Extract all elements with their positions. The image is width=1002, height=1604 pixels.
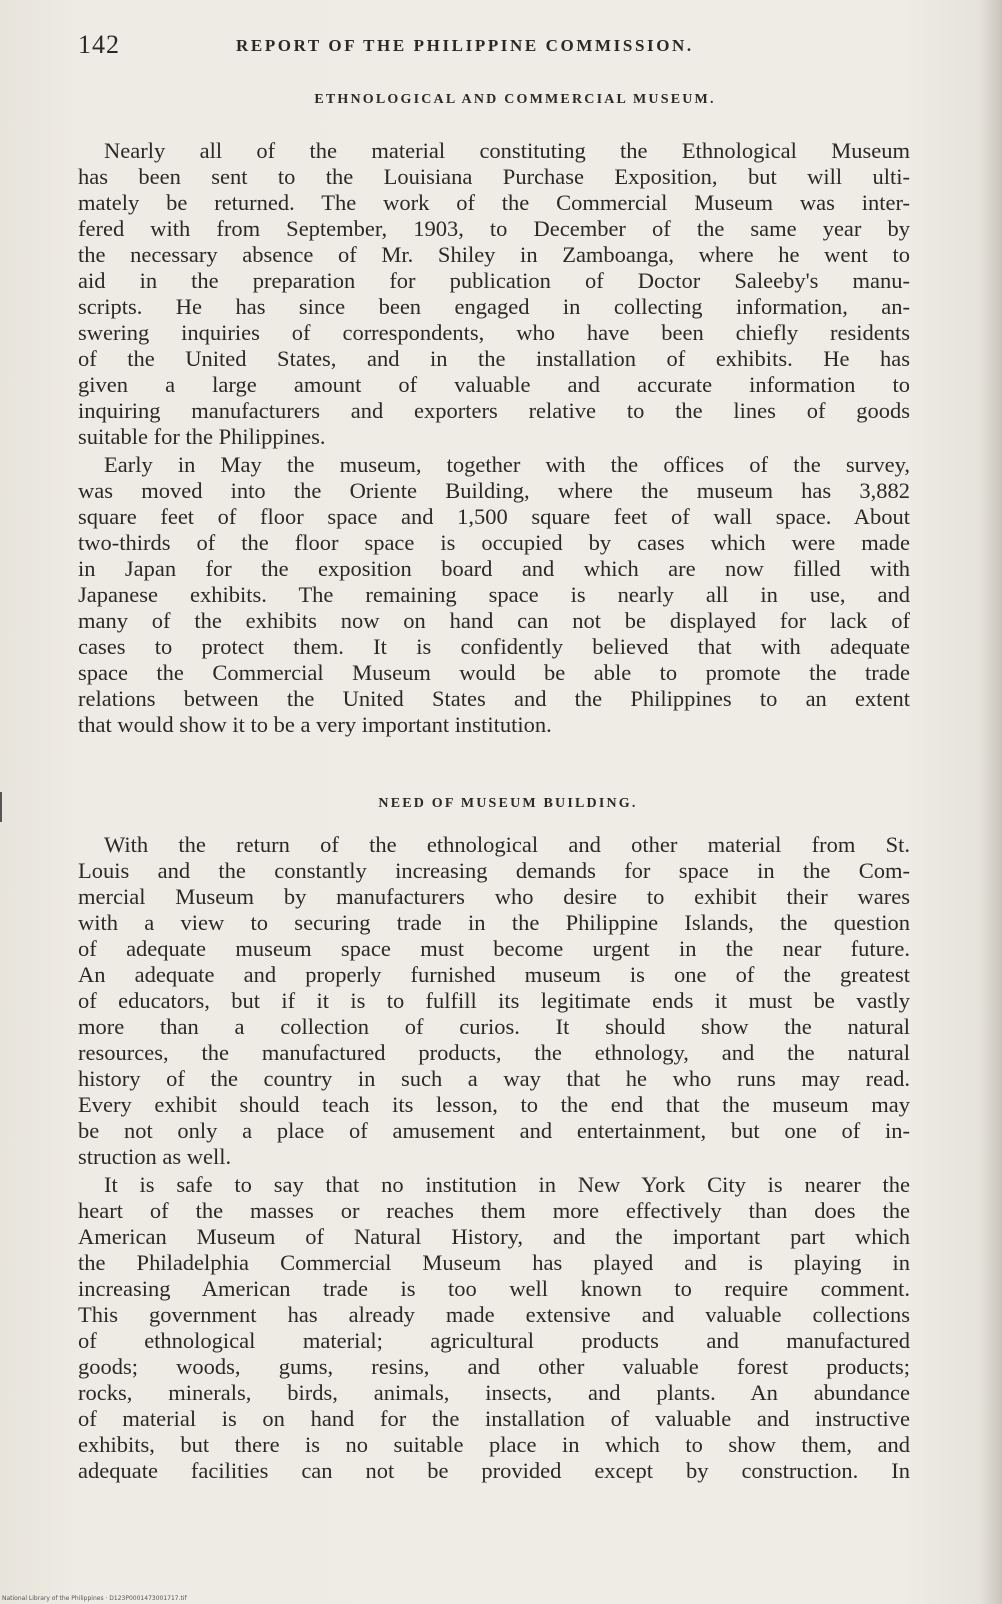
text-line: was moved into the Oriente Building, where the museum has 3,882 (78, 478, 910, 503)
text-line: struction as well. (78, 1144, 232, 1169)
text-line: increasing American trade is too well known to require comment. (78, 1276, 910, 1301)
text-line: space the Commercial Museum would be able to promote the trade (78, 660, 910, 685)
text-line: cases to protect them. It is confidently believed that with adequate (78, 634, 910, 659)
text-line: adequate facilities can not be provided except by construction. In (78, 1458, 910, 1483)
text-line: fered with from September, 1903, to December of the same year by (78, 216, 910, 241)
text-line: of ethnological material; agricultural products and manufactured (78, 1328, 910, 1353)
text-line: Japanese exhibits. The remaining space is nearly all in use, and (78, 582, 910, 607)
page-number: 142 (78, 30, 120, 59)
text-line: has been sent to the Louisiana Purchase Exposition, but will ulti- (78, 164, 910, 189)
scan-source-note: National Library of the Philippines · D123P0001473001717.tif (2, 1595, 187, 1602)
text-line: American Museum of Natural History, and the important part which (78, 1224, 910, 1249)
text-line: mercial Museum by manufacturers who desire to exhibit their wares (78, 884, 910, 909)
running-head: REPORT OF THE PHILIPPINE COMMISSION. (236, 36, 694, 55)
text-line: aid in the preparation for publication of Doctor Saleeby's manu- (78, 268, 910, 293)
text-line: An adequate and properly furnished museum is one of the greatest (78, 962, 910, 987)
text-line: Nearly all of the material constituting the Ethnological Museum (104, 138, 910, 163)
text-line: heart of the masses or reaches them more effectively than does the (78, 1198, 910, 1223)
section-heading-need-of-museum-building: NEED OF MUSEUM BUILDING. (378, 796, 638, 811)
text-line: given a large amount of valuable and accurate information to (78, 372, 910, 397)
text-line: many of the exhibits now on hand can not be displayed for lack of (78, 608, 910, 633)
text-line: inquiring manufacturers and exporters relative to the lines of goods (78, 398, 910, 423)
text-line: With the return of the ethnological and other material from St. (104, 832, 910, 857)
text-line: more than a collection of curios. It should show the natural (78, 1014, 910, 1039)
text-line: Every exhibit should teach its lesson, to the end that the museum may (78, 1092, 910, 1117)
text-line: in Japan for the exposition board and which are now filled with (78, 556, 910, 581)
text-line: exhibits, but there is no suitable place in which to show them, and (78, 1432, 910, 1457)
text-line: This government has already made extensive and valuable collections (78, 1302, 910, 1327)
text-line: Louis and the constantly increasing demands for space in the Com- (78, 858, 910, 883)
text-line: scripts. He has since been engaged in collecting information, an- (78, 294, 910, 319)
text-line: mately be returned. The work of the Commercial Museum was inter- (78, 190, 910, 215)
text-line: Early in May the museum, together with the offices of the survey, (104, 452, 910, 477)
text-line: that would show it to be a very important institution. (78, 712, 552, 737)
section-heading-ethnological-museum: ETHNOLOGICAL AND COMMERCIAL MUSEUM. (314, 92, 716, 107)
text-line: two-thirds of the floor space is occupied by cases which were made (78, 530, 910, 555)
text-line: It is safe to say that no institution in New York City is nearer the (104, 1172, 910, 1197)
text-line: history of the country in such a way that he who runs may read. (78, 1066, 910, 1091)
text-line: suitable for the Philippines. (78, 424, 326, 449)
text-line: of adequate museum space must become urgent in the near future. (78, 936, 910, 961)
text-line: swering inquiries of correspondents, who have been chiefly residents (78, 320, 910, 345)
text-line: resources, the manufactured products, the ethnology, and the natural (78, 1040, 910, 1065)
page-header (78, 28, 938, 68)
text-line: the Philadelphia Commercial Museum has played and is playing in (78, 1250, 910, 1275)
text-line: of the United States, and in the installation of exhibits. He has (78, 346, 910, 371)
text-line: of material is on hand for the installation of valuable and instructive (78, 1406, 910, 1431)
text-line: rocks, minerals, birds, animals, insects, and plants. An abundance (78, 1380, 910, 1405)
text-line: of educators, but if it is to fulfill its legitimate ends it must be vastly (78, 988, 910, 1013)
text-line: goods; woods, gums, resins, and other valuable forest products; (78, 1354, 910, 1379)
text-line: with a view to securing trade in the Philippine Islands, the question (78, 910, 910, 935)
text-line: the necessary absence of Mr. Shiley in Zamboanga, where he went to (78, 242, 910, 267)
text-line: square feet of floor space and 1,500 square feet of wall space. About (78, 504, 910, 529)
text-line: relations between the United States and the Philippines to an extent (78, 686, 910, 711)
text-line: be not only a place of amusement and entertainment, but one of in- (78, 1118, 910, 1143)
